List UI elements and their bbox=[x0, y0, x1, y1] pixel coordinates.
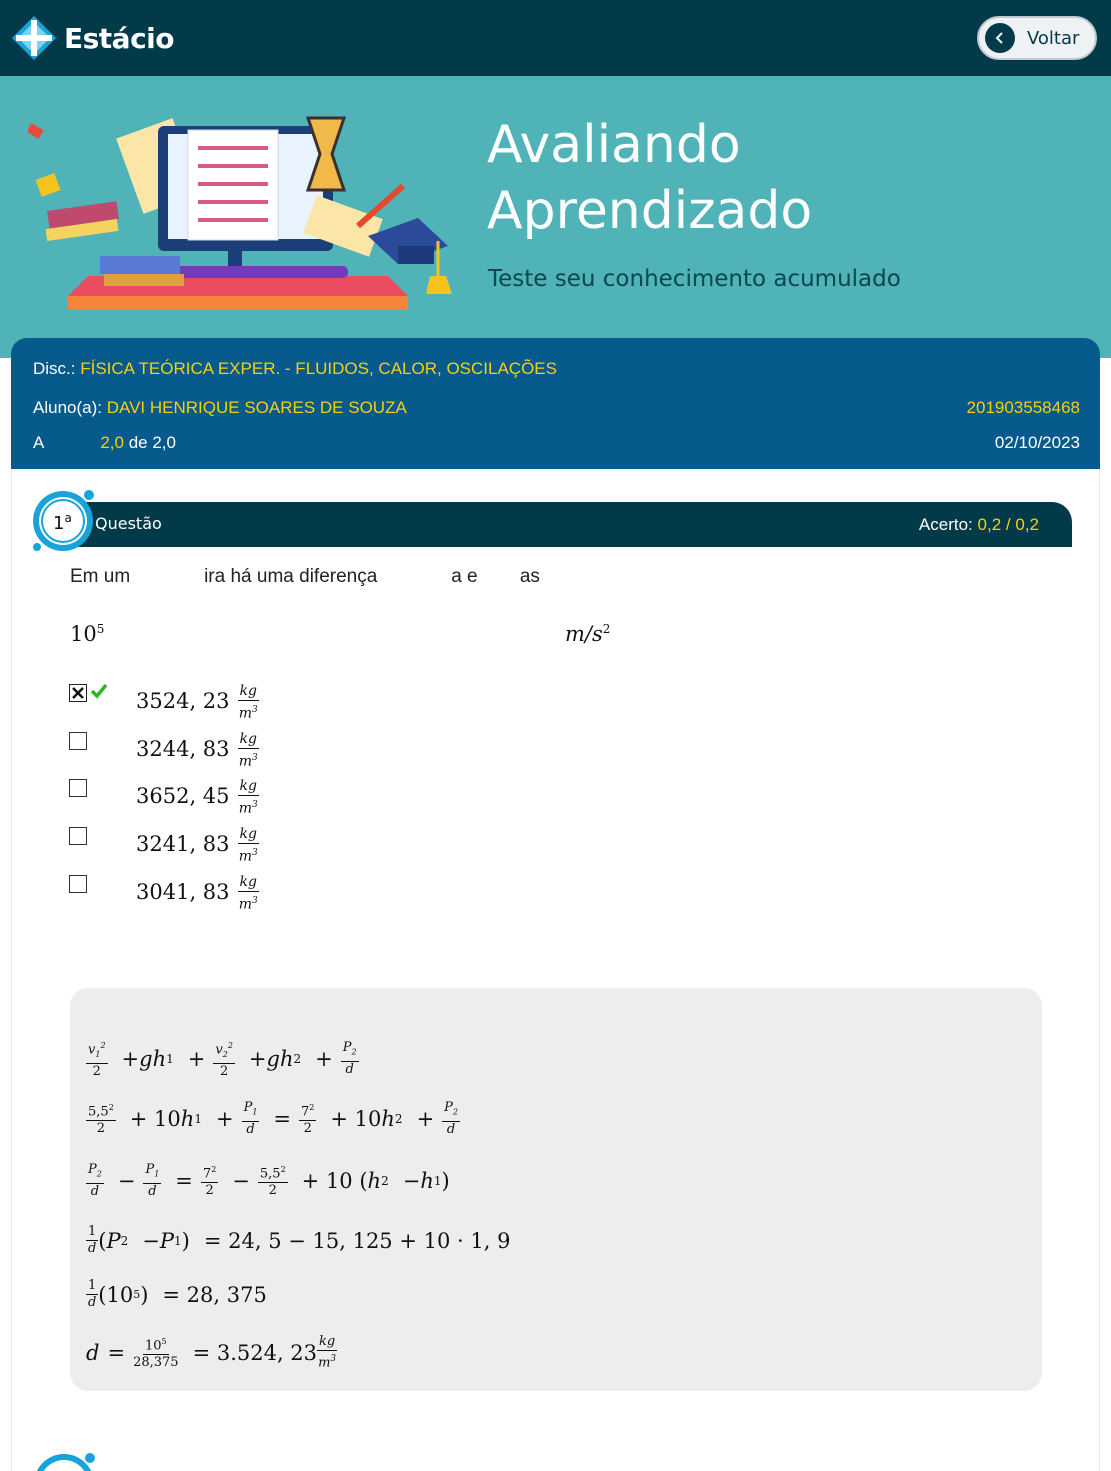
exam-date: 02/10/2023 bbox=[994, 433, 1080, 452]
hero-banner bbox=[0, 76, 1111, 358]
student-id: 201903558468 bbox=[966, 398, 1080, 417]
solution-box bbox=[70, 988, 1042, 1391]
banner-title bbox=[487, 112, 812, 244]
option-c-checkbox[interactable] bbox=[69, 779, 87, 797]
option-b-checkbox[interactable] bbox=[69, 732, 87, 750]
solution-line-5: $\frac{1}{d}$ (10 5 ) = 28, 375 bbox=[87, 1278, 267, 1310]
student-row bbox=[33, 398, 1080, 418]
score-got: 0,2 bbox=[977, 515, 1002, 534]
discipline-value: FÍSICA TEÓRICA EXPER. - FLUIDOS, CALOR, OSCILAÇÕES bbox=[80, 359, 557, 378]
option-d-checkbox[interactable] bbox=[69, 827, 87, 845]
back-button[interactable] bbox=[977, 16, 1097, 60]
score-total: de 2,0 bbox=[128, 433, 176, 452]
option-b-value: 3244, 83 $\frac{kg}{m^3}$ bbox=[136, 731, 258, 770]
option-a-checkbox[interactable] bbox=[69, 684, 87, 702]
option-a[interactable] bbox=[68, 678, 468, 722]
discipline-row bbox=[33, 359, 1080, 379]
score-label: Acerto: bbox=[918, 515, 973, 534]
discipline-label: Disc.: bbox=[33, 359, 76, 378]
option-c[interactable] bbox=[68, 773, 468, 817]
question-score bbox=[919, 515, 1039, 535]
option-e[interactable] bbox=[68, 869, 468, 913]
study-illustration bbox=[28, 106, 468, 346]
solution-line-1: $\frac{v_1^2}{2}$ + gh 1 + $\frac{v_2^2}{2}$ + gh 2 + $\frac{P_2}{d}$ bbox=[86, 1038, 359, 1080]
brand-name: Estácio bbox=[64, 21, 175, 55]
option-a-value: 3524, 23 $\frac{kg}{m^3}$ bbox=[136, 683, 258, 722]
score-separator: / bbox=[1005, 515, 1011, 534]
exam-info-card bbox=[11, 338, 1100, 469]
estacio-logo[interactable] bbox=[10, 14, 174, 62]
solution-line-6: d = $\frac{10^5}{28,375}$ = 3.524, 23 $\frac{kg}{m^3}$ bbox=[86, 1334, 337, 1371]
banner-title-line2: Aprendizado bbox=[487, 181, 813, 241]
score-max: 0,2 bbox=[1015, 515, 1039, 534]
chevron-left-icon bbox=[985, 23, 1015, 53]
option-c-value: 3652, 45 $\frac{kg}{m^3}$ bbox=[136, 778, 258, 817]
correct-check-icon bbox=[90, 682, 108, 700]
top-navbar bbox=[0, 0, 1111, 76]
solution-line-4: $\frac{1}{d}$ ( P 2 − P 1 ) = 24, 5 − 15, 125 + 10 · 1, 9 bbox=[87, 1224, 511, 1256]
option-e-value: 3041, 83 $\frac{kg}{m^3}$ bbox=[136, 874, 258, 913]
option-d-value: 3241, 83 $\frac{kg}{m^3}$ bbox=[136, 826, 258, 865]
score-label: A bbox=[33, 433, 45, 452]
solution-line-2: $\frac{5,5^2}{2}$ + 10 h 1 + $\frac{P_1}{d}$ = $\frac{7^2}{2}$ + 10 h 2 + $\frac{P_2}{d}$ bbox=[88, 1100, 459, 1137]
option-b[interactable] bbox=[68, 726, 468, 770]
solution-line-3: $\frac{P_2}{d}$ − $\frac{P_1}{d}$ = $\frac{7^2}{2}$ − $\frac{5,5^2}{2}$ + 10 ( h 2 − h 1 ) bbox=[88, 1162, 450, 1199]
student-name: DAVI HENRIQUE SOARES DE SOUZA bbox=[106, 398, 407, 417]
student-label: Aluno(a): bbox=[33, 398, 102, 417]
banner-title-line1: Avaliando bbox=[487, 115, 741, 175]
back-button-label: Voltar bbox=[1027, 27, 1080, 49]
option-d[interactable] bbox=[68, 821, 468, 865]
stem-unit: $m/s^2$ bbox=[565, 622, 611, 646]
banner-subtitle: Teste seu conhecimento acumulado bbox=[488, 266, 901, 292]
score-row bbox=[33, 433, 1080, 453]
stem-pressure: $10^5$ bbox=[70, 622, 105, 646]
x-mark-icon bbox=[71, 686, 85, 700]
question-stem-line1: Em um ira há uma diferença a e as bbox=[70, 566, 540, 587]
question-number: 1$^a$ bbox=[53, 511, 72, 534]
next-question-badge-icon bbox=[30, 1450, 100, 1471]
question-label: Questão bbox=[95, 514, 162, 533]
estacio-logo-icon bbox=[10, 14, 58, 62]
score-value: 2,0 bbox=[100, 433, 124, 452]
option-e-checkbox[interactable] bbox=[69, 875, 87, 893]
